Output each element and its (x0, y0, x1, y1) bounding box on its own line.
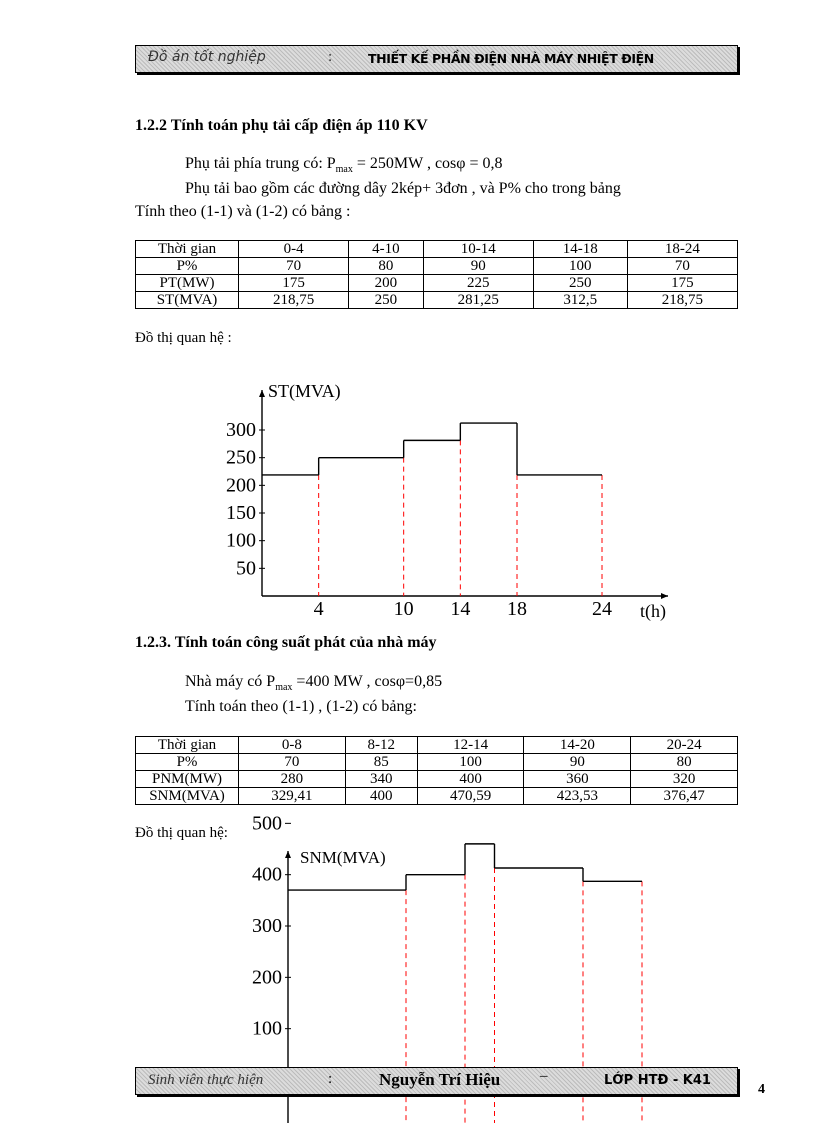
table-cell: 200 (349, 275, 423, 292)
page-number: 4 (758, 1082, 765, 1097)
section-2-graph-label: Đồ thị quan hệ: (135, 825, 228, 841)
y-tick-label: 300 (252, 915, 282, 938)
table-cell: 80 (631, 754, 738, 771)
table-cell: 280 (239, 771, 346, 788)
x-tick-label: 18 (507, 598, 528, 620)
table-cell: 320 (631, 771, 738, 788)
footer-left: Sinh viên thực hiện (148, 1072, 264, 1088)
table-cell: 175 (627, 275, 737, 292)
header-colon: : (328, 49, 333, 65)
table-cell: 360 (524, 771, 631, 788)
table-cell: 225 (423, 275, 533, 292)
y-tick-label: 400 (252, 863, 282, 886)
table-cell: 8-12 (345, 737, 417, 754)
section-1-title: 1.2.2 Tính toán phụ tải cấp điện áp 110 KV (135, 117, 428, 134)
y-tick-label: 100 (226, 529, 256, 552)
header-left: Đồ án tốt nghiệp (148, 49, 266, 65)
x-tick-label: 4 (313, 598, 324, 620)
table-cell: 250 (533, 275, 627, 292)
footer-class: LỚP HTĐ - K41 (604, 1073, 711, 1088)
x-axis-label: t(h) (640, 601, 666, 621)
y-tick-label: 300 (226, 419, 256, 442)
table-cell: 0-4 (239, 241, 349, 258)
section-1-line-1-b: = 250MW , cosφ = 0,8 (352, 155, 503, 172)
table-cell: 281,25 (423, 292, 533, 309)
section-2-line-1-a: Nhà máy có P (185, 673, 276, 690)
table-cell: 70 (239, 258, 349, 275)
row-label: ST(MVA) (136, 292, 239, 309)
y-tick-label: 500 (252, 812, 282, 835)
table-cell: 470,59 (417, 788, 524, 805)
table-cell: 85 (345, 754, 417, 771)
section-1-line-1-a: Phụ tải phía trung có: P (185, 155, 336, 172)
x-tick-label: 24 (592, 598, 613, 620)
table-cell: 18-24 (627, 241, 737, 258)
y-tick-label: 200 (252, 966, 282, 989)
y-axis-label: ST(MVA) (268, 381, 341, 401)
row-label: Thời gian (136, 737, 239, 754)
x-tick-label: 14 (450, 598, 471, 620)
table-cell: 376,47 (631, 788, 738, 805)
x-tick-label: 10 (393, 598, 414, 620)
y-tick-label: 200 (226, 474, 256, 497)
row-label: PT(MW) (136, 275, 239, 292)
section-2-line-1-b: =400 MW , cosφ=0,85 (292, 673, 443, 690)
table-cell: 14-18 (533, 241, 627, 258)
footer-bar (135, 1067, 738, 1095)
row-label: SNM(MVA) (136, 788, 239, 805)
section-1-line-3: Tính theo (1-1) và (1-2) có bảng : (135, 203, 351, 220)
row-label: PNM(MW) (136, 771, 239, 788)
y-axis-label: SNM(MVA) (300, 848, 386, 867)
row-label: P% (136, 754, 239, 771)
footer-dash: – (540, 1068, 548, 1084)
table-cell: 100 (417, 754, 524, 771)
table-cell: 90 (423, 258, 533, 275)
y-tick-label: 50 (236, 557, 256, 580)
table-cell: 218,75 (627, 292, 737, 309)
table-cell: 70 (239, 754, 346, 771)
header-title: THIẾT KẾ PHẦN ĐIỆN NHÀ MÁY NHIỆT ĐIỆN (368, 51, 654, 66)
table-cell: 14-20 (524, 737, 631, 754)
table-cell: 100 (533, 258, 627, 275)
table-cell: 4-10 (349, 241, 423, 258)
table-cell: 312,5 (533, 292, 627, 309)
table-cell: 329,41 (239, 788, 346, 805)
section-1-line-2: Phụ tải bao gồm các đường dây 2kép+ 3đơn , và P% cho trong bảng (185, 180, 621, 197)
section-2-title: 1.2.3. Tính toán công suất phát của nhà máy (135, 634, 437, 651)
table-cell: 20-24 (631, 737, 738, 754)
section-1-graph-label: Đồ thị quan hệ : (135, 330, 232, 346)
table-cell: 423,53 (524, 788, 631, 805)
table-cell: 80 (349, 258, 423, 275)
y-axis-arrow (285, 851, 291, 858)
footer-colon: : (328, 1071, 333, 1087)
footer-author: Nguyễn Trí Hiệu (379, 1070, 501, 1089)
table-cell: 12-14 (417, 737, 524, 754)
table-cell: 250 (349, 292, 423, 309)
row-label: P% (136, 258, 239, 275)
y-tick-label: 250 (226, 446, 256, 469)
table-cell: 10-14 (423, 241, 533, 258)
y-tick-label: 150 (226, 502, 256, 525)
table-cell: 70 (627, 258, 737, 275)
section-1-line-1-sub: max (335, 164, 353, 176)
table-cell: 400 (345, 788, 417, 805)
table-cell: 400 (417, 771, 524, 788)
table-cell: 175 (239, 275, 349, 292)
section-2-line-1-sub: max (275, 682, 293, 694)
row-label: Thời gian (136, 241, 239, 258)
table-cell: 90 (524, 754, 631, 771)
table-cell: 218,75 (239, 292, 349, 309)
section-2-line-2: Tính toán theo (1-1) , (1-2) có bảng: (185, 698, 417, 715)
table-cell: 0-8 (239, 737, 346, 754)
y-tick-label: 100 (252, 1017, 282, 1040)
table-cell: 340 (345, 771, 417, 788)
